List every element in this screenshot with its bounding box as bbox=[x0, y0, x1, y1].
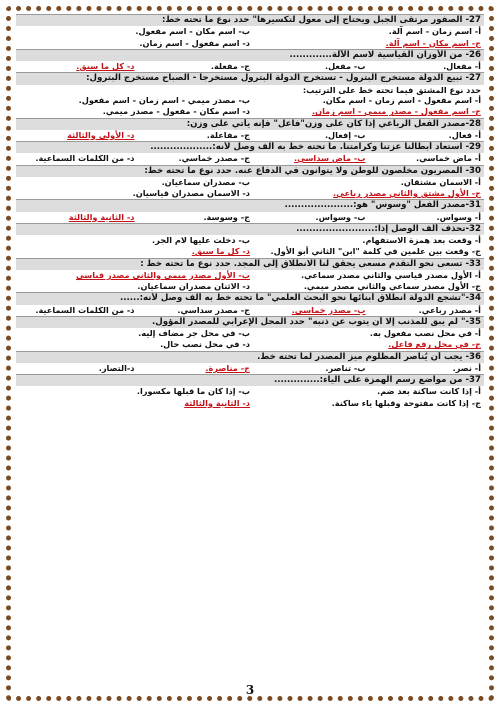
options-row bbox=[16, 153, 484, 164]
answer-option-correct: ج- الأول مشتق والثاني مصدر رباعي. bbox=[333, 188, 481, 199]
question-stem: 36- يجب أن يُناصر المظلوم ميز المصدر لما تحته خط. bbox=[16, 351, 484, 363]
answer-option: أ- اسم زمان - اسم آلة. bbox=[388, 26, 481, 37]
answer-option: ب- تناصر. bbox=[325, 362, 366, 373]
answer-option: ج- مفاعلة. bbox=[206, 129, 250, 140]
answer-option: أ- وسواس. bbox=[436, 211, 481, 222]
answer-option: ج- وسوسة. bbox=[203, 211, 250, 222]
answer-option-correct: ج- اسم مفعول - مصدر ميمي - اسم زمان. bbox=[312, 106, 481, 117]
options-row bbox=[16, 61, 484, 72]
page-number: 3 bbox=[245, 683, 255, 697]
options-row bbox=[16, 130, 484, 141]
options-row bbox=[16, 363, 484, 374]
answer-option: ب- مصدر ميمي - اسم زمان - اسم مفعول. bbox=[78, 95, 250, 105]
options-row bbox=[16, 177, 484, 200]
question-instruction: حدد نوع المشتق فيما تحته خط على الترتيب: bbox=[302, 84, 481, 95]
answer-option: أ- ماض خماسي. bbox=[416, 153, 481, 164]
answer-option-correct: د- الثانية والثالثة bbox=[184, 397, 250, 408]
question-block bbox=[16, 258, 484, 293]
answer-option: ج- مفعلة. bbox=[210, 61, 250, 71]
question-stem: 27- الصفور مرتقى الجبل ويحتاج إلى معول لتكسيرها" حدد نوع ما تحته خط: bbox=[16, 14, 484, 26]
question-stem: 34-"تشجع الدولة انطلاق أبنائها نحو البحث العلمي" ما تحته خط به ألف وصل لأنه:...... bbox=[16, 292, 484, 304]
question-stem: 33- تسعى نحو التقدم مسعى يحقق لنا الانطلاق إلى المجد. حدد نوع ما تحته خط : bbox=[16, 258, 484, 270]
question-block bbox=[16, 14, 484, 49]
answer-option-correct: ب- الأول مصدر ميمي والثاني مصدر قياسي bbox=[75, 269, 250, 280]
question-stem: 32-تحذف ألف الوصل إذا:........................ bbox=[16, 223, 484, 235]
question-block bbox=[16, 118, 484, 142]
answer-option-correct: د- كل ما سبق. bbox=[191, 246, 250, 257]
answer-option: ج- مصدر سداسي. bbox=[177, 304, 250, 315]
question-stem: 27- تبيع الدولة مستخرج البترول - تستخرج الدولة البترول مستخرجا - الصباح مستخرج البترول: bbox=[16, 72, 484, 84]
question-block bbox=[16, 292, 484, 316]
answer-option: ب- اسم مكان - اسم مفعول. bbox=[135, 26, 250, 37]
questions-list bbox=[16, 14, 484, 683]
answer-option: ج- إذا كانت مفتوحة وقبلها ياء ساكنة. bbox=[331, 397, 481, 408]
answer-option-correct: ب- مصدر خماسي. bbox=[291, 304, 366, 315]
options-row bbox=[16, 386, 484, 409]
question-stem: 29- استعاد أبطالنا عزتنا وكرامتنا. ما تحته خط به ألف وصل لأنه:................... bbox=[16, 141, 484, 153]
answer-option: أ- وقعت بعد همزة الاستفهام. bbox=[362, 235, 481, 246]
answer-option: ب- في محل جر مضاف إليه. bbox=[138, 328, 250, 339]
question-block bbox=[16, 49, 484, 73]
answer-option-correct: ج- مناصرة. bbox=[205, 362, 250, 373]
options-row bbox=[16, 270, 484, 293]
answer-option: د- اسم مفعول - اسم زمان. bbox=[139, 37, 250, 48]
question-stem: 35-" لم يبق للمذنب إلا أن يتوب عن ذنبه" حدد المحل الإعرابي للمصدر المؤول. bbox=[16, 316, 484, 328]
answer-option: أ- اسم مفعول - اسم زمان - اسم مكان. bbox=[322, 95, 481, 105]
answer-option: أ- الاسمان مشتقان. bbox=[400, 176, 481, 187]
answer-option-correct: د- الثانية والثالثة bbox=[68, 211, 135, 222]
answer-option: د- في محل نصب حال. bbox=[160, 339, 250, 350]
answer-option: د- من الكلمات السماعية. bbox=[35, 153, 135, 164]
question-block bbox=[16, 141, 484, 165]
answer-option: ب- مفعل. bbox=[325, 61, 366, 71]
answer-option: ب- إفعال. bbox=[324, 129, 366, 140]
answer-option: د-التصار. bbox=[98, 362, 135, 373]
answer-option: ج- الأول مصدر سماعي والثاني مصدر ميمي. bbox=[303, 281, 481, 292]
answer-option: ب- مصدران سماعيان. bbox=[161, 176, 250, 187]
question-block bbox=[16, 351, 484, 375]
answer-option: أ- فعال. bbox=[448, 129, 481, 140]
answer-option-correct: د- الأولى والثالثة bbox=[67, 129, 135, 140]
answer-option: أ- الأول مصدر قياسي والثاني مصدر سماعي. bbox=[300, 269, 481, 280]
answer-option: د- الاثنان مصدران سماعيان. bbox=[137, 281, 250, 292]
question-block bbox=[16, 223, 484, 258]
question-block bbox=[16, 72, 484, 117]
question-stem: 28-مصدر الفعل الرباعي إذا كان على وزن"فاعل" فإنه يأتي على وزن: bbox=[16, 118, 484, 130]
question-block bbox=[16, 316, 484, 351]
question-stem: 30- المصريون مخلصون للوطن ولا يتوانون في الدفاع عنه. حدد نوع ما تحته خط: bbox=[16, 165, 484, 177]
options-row bbox=[16, 212, 484, 223]
options-row bbox=[16, 305, 484, 316]
question-block bbox=[16, 165, 484, 200]
question-block bbox=[16, 199, 484, 223]
answer-option: أ- مفعال. bbox=[443, 61, 481, 71]
question-stem: 31-مصدر الفعل "وسوس" هو:..................... bbox=[16, 199, 484, 211]
options-row bbox=[16, 95, 484, 118]
answer-option: أ- نصر. bbox=[452, 362, 481, 373]
answer-option: ج- وقعت بين علمين في كلمة "ابن" الثاني أبو الأول. bbox=[270, 246, 481, 257]
options-row bbox=[16, 328, 484, 351]
answer-option: ب- وسواس. bbox=[315, 211, 366, 222]
answer-option: أ- مصدر رباعي. bbox=[418, 304, 481, 315]
options-row bbox=[16, 26, 484, 49]
answer-option: د- من الكلمات السماعية. bbox=[35, 304, 135, 315]
answer-option: ب- دخلت عليها لام الجر. bbox=[152, 235, 250, 246]
answer-option: ج- مصدر خماسي. bbox=[178, 153, 250, 164]
answer-option-correct: ج- اسم مكان - اسم آلة. bbox=[385, 37, 481, 48]
question-stem: 26- من الأوزان القياسية لاسم الآلة............. bbox=[16, 49, 484, 61]
answer-option: د- الاسمان مصدران قياسيان. bbox=[132, 188, 250, 199]
answer-option-correct: د- كل ما سبق. bbox=[76, 61, 135, 71]
answer-option-correct: ج- في محل رفع فاعل. bbox=[388, 339, 481, 350]
question-block bbox=[16, 374, 484, 409]
answer-option: ب- إذا كان ما قبلها مكسورا. bbox=[136, 386, 250, 397]
answer-option-correct: ب- ماض سداسي. bbox=[293, 153, 366, 164]
options-row bbox=[16, 235, 484, 258]
answer-option: أ- في محل نصب مفعول به. bbox=[369, 328, 481, 339]
answer-option: أ- إذا كانت ساكنة بعد ضم. bbox=[377, 386, 481, 397]
question-stem: 37- من مواضع رسم الهمزة على الياء:.............. bbox=[16, 374, 484, 386]
answer-option: د- اسم مكان - مفعول - مصدر ميمي. bbox=[102, 106, 250, 117]
